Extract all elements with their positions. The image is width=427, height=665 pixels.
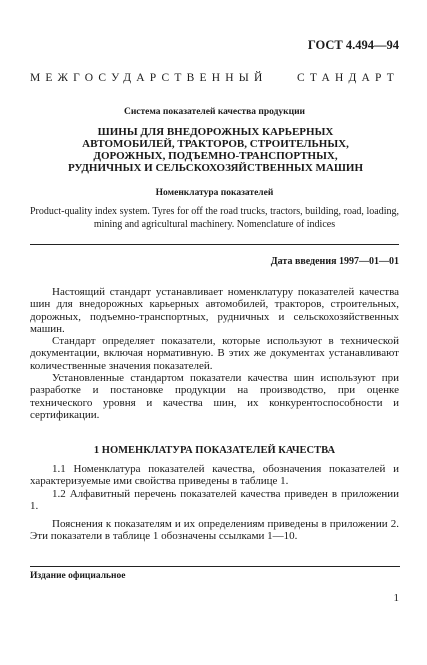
official-edition-label: Издание официальное [30,571,126,581]
paragraph-usage: Установленные стандартом показатели качества шин используют при разработке и постановке продукции на производство, при оценке технического уровня и качества шин, их конкурентоспособности и сертификации. [30,372,399,422]
paragraph-scope: Настоящий стандарт устанавливает номенклатуру показателей качества шин для внедорожных карьерных автомобилей, тракторов, строительных, дорожных, подъемно-транспортных, рудничных и сельскохозяйственных машин. [30,286,399,336]
top-divider [30,244,399,245]
bottom-divider [30,566,400,567]
effective-date: Дата введения 1997—01—01 [270,256,399,267]
paragraph-1-2: 1.2 Алфавитный перечень показателей качества приведен в приложении 1. [30,488,399,513]
paragraph-1-1: 1.1 Номенклатура показателей качества, обозначения показателей и характеризуемые ими свойства приведены в таблице 1. [30,463,399,488]
standard-type-heading: МЕЖГОСУДАРСТВЕННЫЙ СТАНДАРТ [30,72,399,84]
system-title: Система показателей качества продукции [123,107,306,117]
page-number: 1 [393,592,399,604]
section-heading: 1 НОМЕНКЛАТУРА ПОКАЗАТЕЛЕЙ КАЧЕСТВА [93,445,336,456]
paragraph-definition: Стандарт определяет показатели, которые используют в технической документации, включая нормативную. В этих же документах устанавливают количественные значения показателей. [30,335,399,372]
document-number: ГОСТ 4.494—94 [307,38,399,52]
paragraph-explanations: Пояснения к показателям и их определениям приведены в приложении 2. Эти показатели в таблице 1 обозначены ссылками 1—10. [30,518,399,543]
english-title: Product-quality index system. Tyres for off the road trucks, tractors, building, road, loading, mining and agricultural machinery. Nomenclature of indices [30,206,399,230]
main-title: ШИНЫ ДЛЯ ВНЕДОРОЖНЫХ КАРЬЕРНЫХ АВТОМОБИЛЕЙ, ТРАКТОРОВ, СТРОИТЕЛЬНЫХ, ДОРОЖНЫХ, ПОДЪЕМНО-ТРАНСПОРТНЫХ, РУДНИЧНЫХ И СЕЛЬСКОХОЗЯЙСТВЕННЫХ МАШИН [67,126,364,174]
subtitle: Номенклатура показателей [155,188,274,198]
